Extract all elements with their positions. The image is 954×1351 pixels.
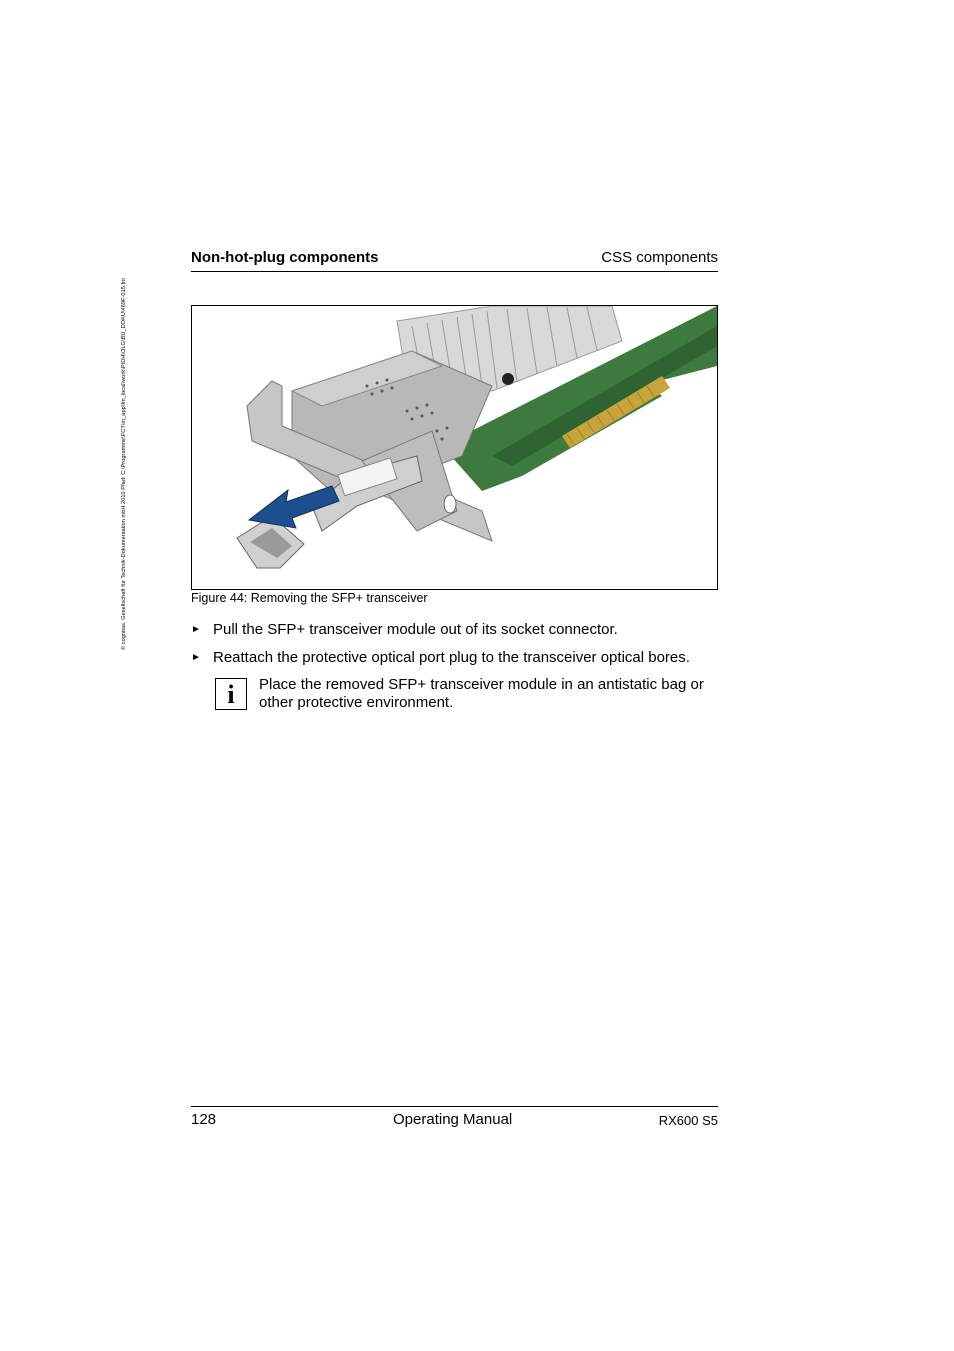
info-note-text: Place the removed SFP+ transceiver module in an antistatic bag or other protective environment. (259, 676, 704, 711)
side-margin-note: © cognitas. Gesellschaft für Technik-Dokumentation mbH 2010 Pfad: C:\Programme\FCT\m_app\fm_local\work\PIDH\OLG\BU_DOKU\469F-015.fm (121, 278, 127, 650)
page-number: 128 (191, 1111, 217, 1128)
step-marker-icon: ► (191, 624, 201, 635)
product-name: RX600 S5 (658, 1113, 718, 1128)
step-marker-icon: ► (191, 652, 201, 663)
header-section-title: Non-hot-plug components (191, 249, 379, 266)
info-icon: i (215, 678, 247, 710)
page-footer (191, 1106, 718, 1131)
document-title: Operating Manual (393, 1111, 513, 1128)
step-text: Pull the SFP+ transceiver module out of its socket connector. (213, 621, 618, 638)
header-chapter-title: CSS components (601, 249, 718, 266)
sfp-card-illustration (192, 306, 717, 589)
figure-sfp-removal (191, 305, 718, 590)
screw (502, 373, 514, 385)
page-header (191, 249, 718, 272)
step-text: Reattach the protective optical port plug to the transceiver optical bores. (213, 649, 690, 666)
figure-caption: Figure 44: Removing the SFP+ transceiver (191, 591, 428, 605)
